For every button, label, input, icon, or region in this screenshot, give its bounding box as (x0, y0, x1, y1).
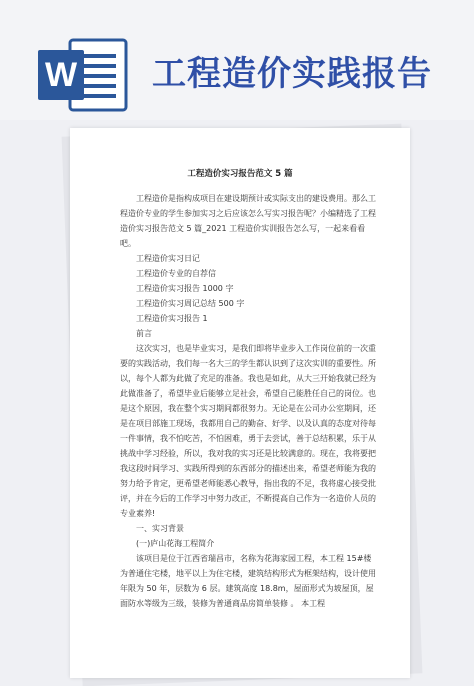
word-icon-letter: W (44, 56, 78, 94)
document-body (120, 191, 378, 611)
body-paragraph: 该项目是位于江西省瑞昌市，名称为花海家园工程，本工程 15#楼为普通住宅楼，地平以上为住宅楼，建筑结构形式为框架结构，设计使用年限为 50 年，层数为 6 层。建筑高度 18.8m，屋面形式为坡屋顶，屋面防水等级为三级，装修为普通商品房简单装修 。 本工程 (120, 554, 376, 608)
body-paragraph: 这次实习，也是毕业实习，是我们即将毕业步入工作岗位前的一次重要的实践活动，我们每一名大三的学生都认识到了这次实训的重要性。所以，每个人都为此做了充足的准备。我也是如此，从大三开始我就已经为此做准备了，希望毕业后能够立足社会，希望自己能胜任自己的岗位。也是这个原因，我在整个实习期间都很努力。无论是在公司办公室期间，还是在项目部施工现场，我都用自己的勤奋、好学、以及认真的态度对待每一件事情，我不怕吃苦，不怕困难，勇于去尝试，善于总结积累，乐于从挑战中学习经验，所以，我对我的实习还是比较满意的。现在，我将要把我这段时间学习、实践所得到的东西部分的描述出来，希望老师能为我的努力给予肯定，更希望老师能悉心教导，指出我的不足，我将虚心接受批评，并在今后的工作学习中努力改正，不断提高自己作为一名造价人员的专业素养! (120, 344, 376, 518)
list-item: 工程造价实习周记总结 500 字 (136, 299, 245, 308)
section-subheading: (一)庐山花海工程简介 (136, 539, 215, 548)
document-page (70, 128, 410, 678)
list-item: 工程造价实习报告 1000 字 (136, 284, 234, 293)
list-item: 工程造价实习报告 1 (136, 314, 208, 323)
list-item: 工程造价专业的自荐信 (136, 269, 216, 278)
list-item: 前言 (136, 329, 152, 338)
list-item: 工程造价实习日记 (136, 254, 200, 263)
intro-paragraph: 工程造价是指构成项目在建设期预计或实际支出的建设费用。那么工程造价专业的学生参加实习之后应该怎么写实习报告呢？小编精选了工程造价实习报告范文 5 篇_2021 工程造价实训报告怎么写，一起来看看吧。 (120, 194, 376, 248)
page-title: 工程造价实践报告 (152, 54, 432, 94)
section-heading: 一、实习背景 (136, 524, 184, 533)
word-doc-icon (36, 36, 128, 114)
document-title: 工程造价实习报告范文 5 篇 (187, 169, 293, 179)
